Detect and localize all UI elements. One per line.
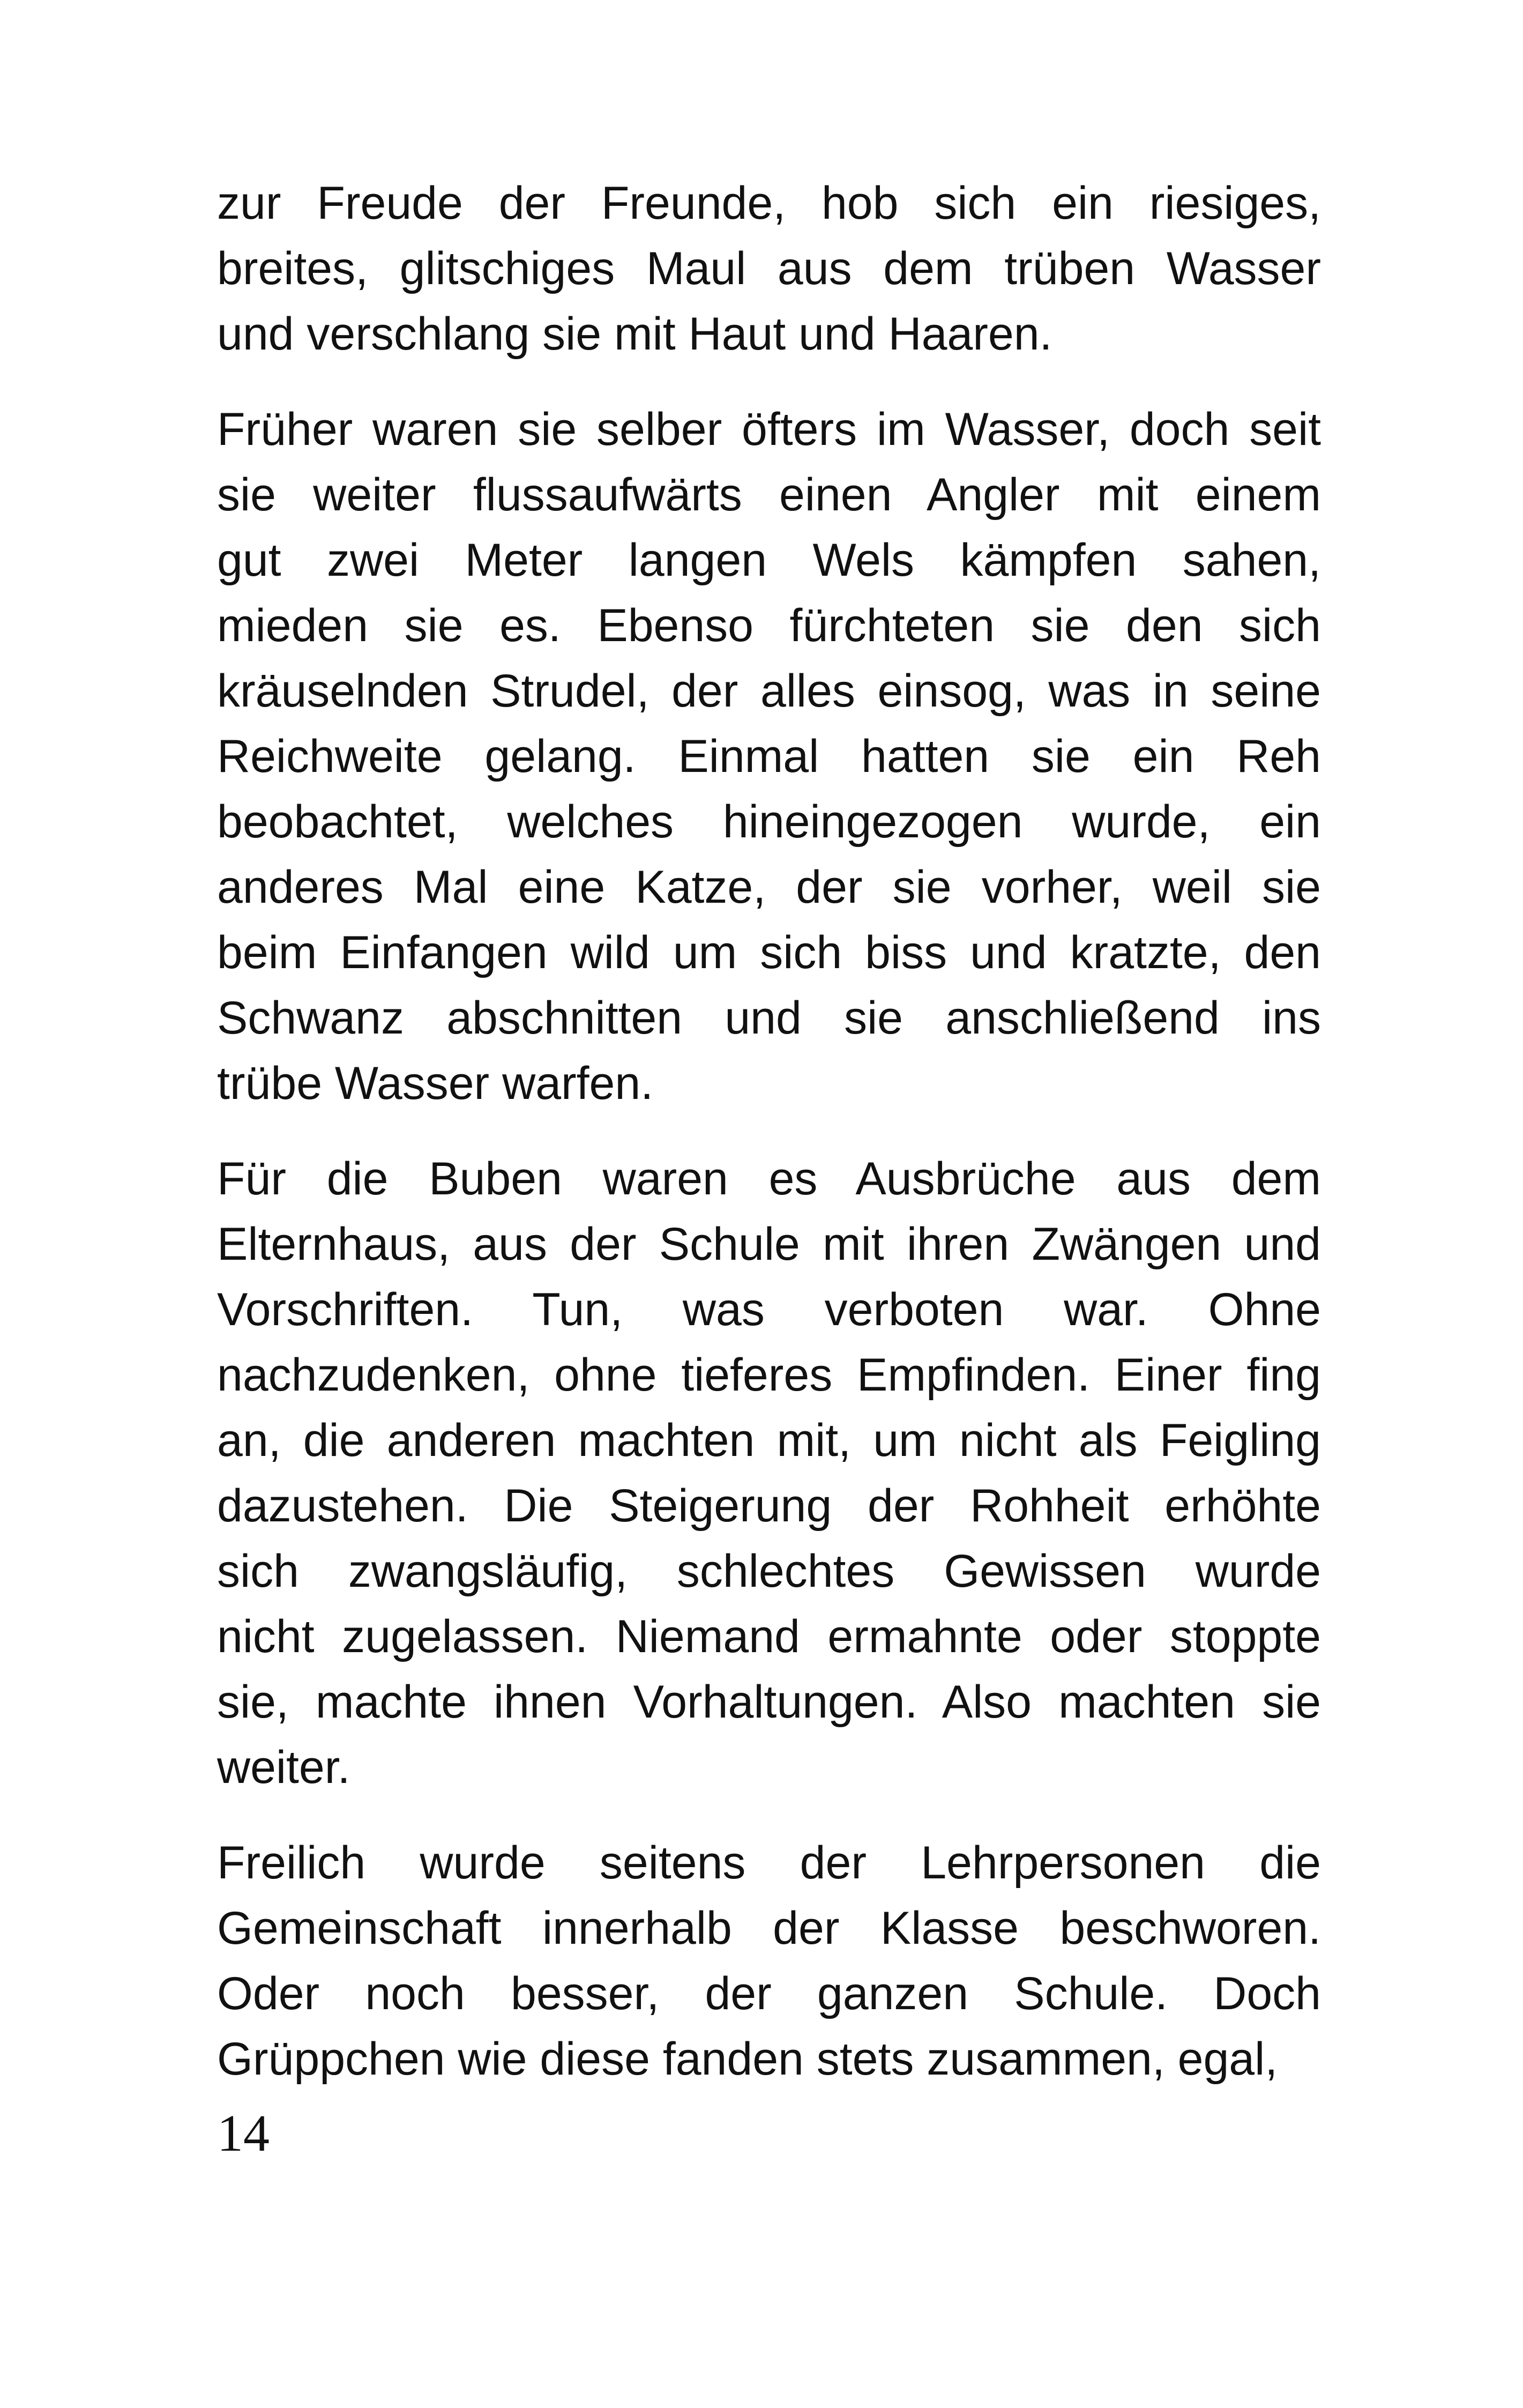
text-line: sich zwangsläufig, schlechtes Gewissen wurde [217,1545,1321,1597]
text-line: weiter. [217,1742,350,1793]
text-line: beobachtet, welches hineingezogen wurde, ein [217,796,1321,848]
text-line: breites, glitschiges Maul aus dem trüben Wasser [217,243,1321,294]
text-line: kräuselnden Strudel, der alles einsog, was in seine [217,665,1321,717]
text-line: an, die anderen machten mit, um nicht als Feigling [217,1415,1321,1466]
text-line: sie weiter flussaufwärts einen Angler mit einem [217,469,1321,521]
paragraph [217,397,1321,1116]
text-line: zur Freude der Freunde, hob sich ein riesiges, [217,177,1321,229]
text-line: trübe Wasser warfen. [217,1058,654,1109]
body-text [217,170,1321,2122]
paragraph [217,1830,1321,2092]
text-line: gut zwei Meter langen Wels kämpfen sahen, [217,534,1321,586]
text-line: Reichweite gelang. Einmal hatten sie ein Reh [217,731,1321,782]
text-line: Elternhaus, aus der Schule mit ihren Zwängen und [217,1218,1321,1270]
text-line: Freilich wurde seitens der Lehrpersonen die [217,1837,1321,1889]
text-line: Grüppchen wie diese fanden stets zusammen, egal, [217,2033,1278,2085]
text-line: Früher waren sie selber öfters im Wasser, doch seit [217,404,1321,455]
text-line: mieden sie es. Ebenso fürchteten sie den sich [217,600,1321,651]
paragraph [217,170,1321,367]
text-line: nachzudenken, ohne tieferes Empfinden. Einer fing [217,1349,1321,1401]
text-line: Schwanz abschnitten und sie anschließend ins [217,992,1321,1044]
text-line: Vorschriften. Tun, was verboten war. Ohne [217,1284,1321,1335]
text-line: dazustehen. Die Steigerung der Rohheit erhöhte [217,1480,1321,1532]
text-line: anderes Mal eine Katze, der sie vorher, weil sie [217,861,1321,913]
text-line: und verschlang sie mit Haut und Haaren. [217,308,1052,360]
text-line: nicht zugelassen. Niemand ermahnte oder stoppte [217,1611,1321,1662]
text-line: Oder noch besser, der ganzen Schule. Doch [217,1968,1321,2019]
paragraph [217,1146,1321,1800]
text-line: beim Einfangen wild um sich biss und kratzte, den [217,927,1321,978]
page-number: 14 [217,2105,270,2162]
text-line: Gemeinschaft innerhalb der Klasse beschworen. [217,1902,1321,1954]
text-line: sie, machte ihnen Vorhaltungen. Also machten sie [217,1676,1321,1728]
text-line: Für die Buben waren es Ausbrüche aus dem [217,1153,1321,1205]
